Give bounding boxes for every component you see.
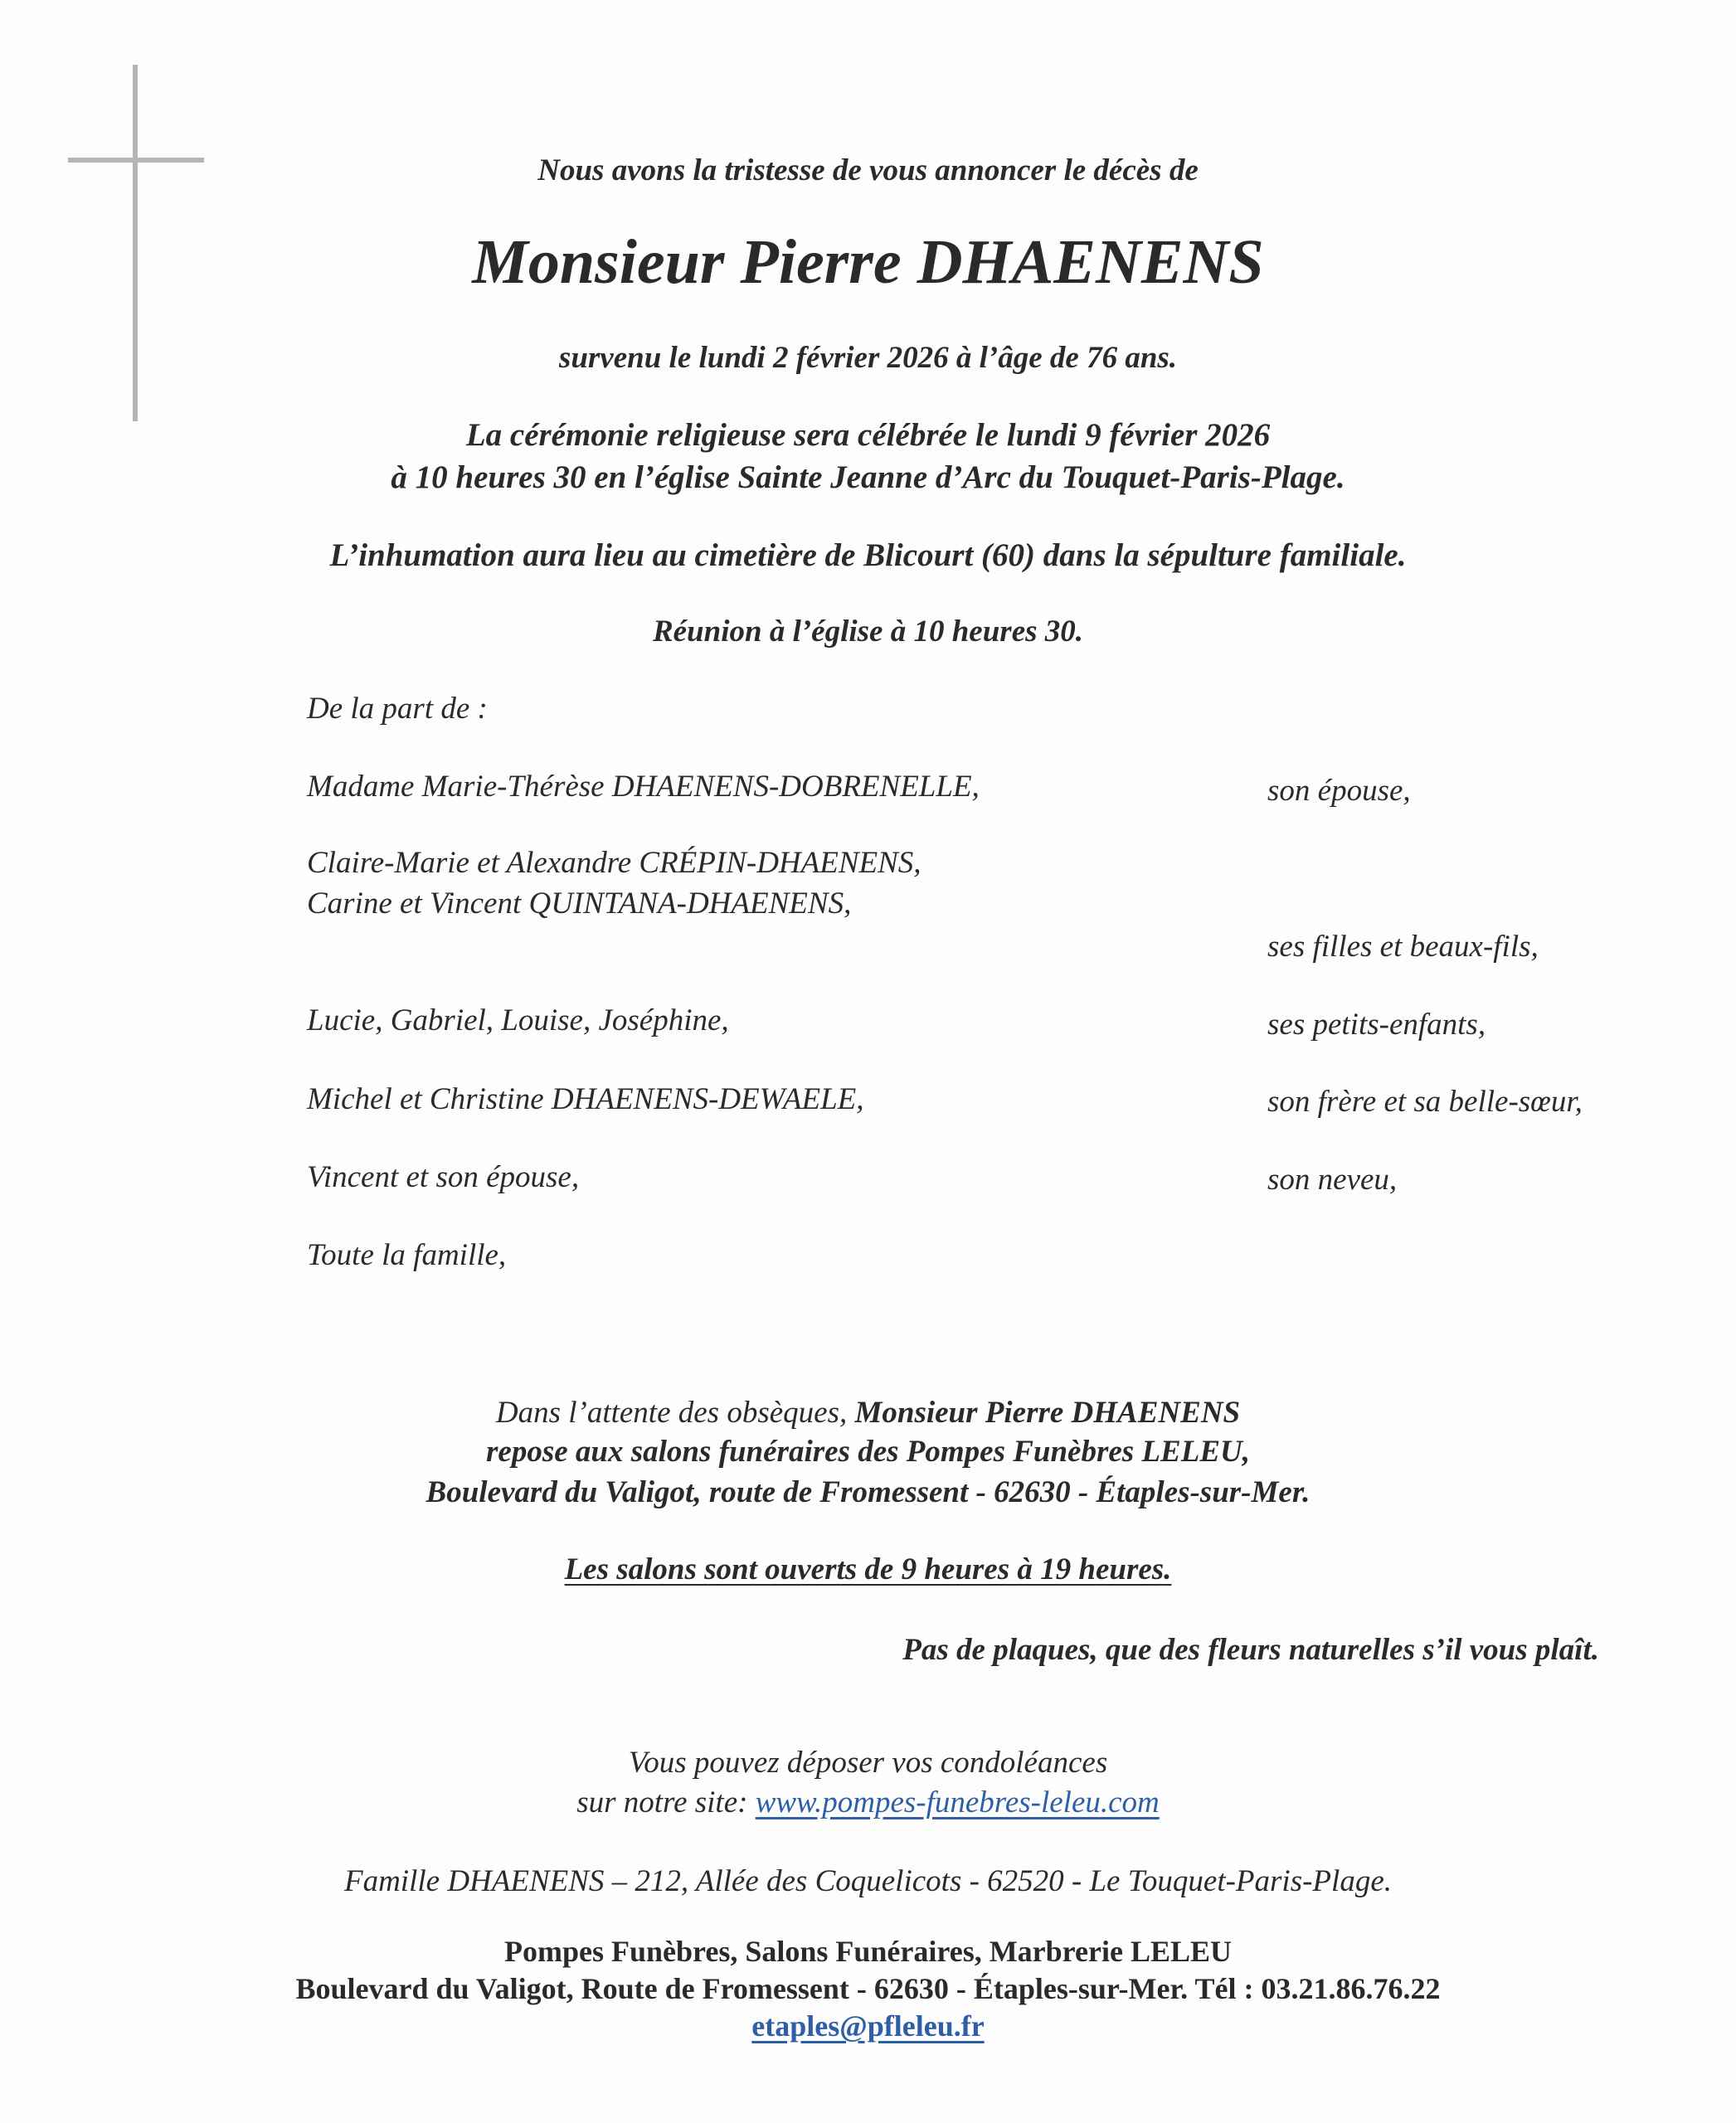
footer-company: Pompes Funèbres, Salons Funéraires, Marbrerie LELEU [504,1935,1232,1968]
viewing-line-1 [0,1397,1736,1428]
family-name-all: Toute la famille, [307,1238,507,1272]
family-name-grandchildren: Lucie, Gabriel, Louise, Joséphine, [307,1003,729,1037]
family-name-brother: Michel et Christine DHAENENS-DEWAELE, [307,1082,864,1116]
family-relation-brother: son frère et sa belle-sœur, [1267,1085,1583,1119]
family-relation-daughters: ses filles et beaux-fils, [1267,930,1539,964]
family-name-spouse: Madame Marie-Thérèse DHAENENS-DOBRENELLE, [307,770,980,804]
condolences-line-1: Vous pouvez déposer vos condoléances [628,1746,1108,1780]
viewing-line-3: Boulevard du Valigot, route de Fromessent - 62630 - Étaples-sur-Mer. [425,1475,1311,1509]
email-link[interactable]: etaples@pfleleu.fr [751,2009,985,2043]
deceased-name-title: Monsieur Pierre DHAENENS [472,227,1264,297]
salon-hours-text: Les salons sont ouverts de 9 heures à 19 heures. [564,1552,1172,1586]
website-link[interactable]: www.pompes-funebres-leleu.com [755,1785,1160,1819]
family-relation-spouse: son épouse, [1267,774,1411,808]
viewing-line-2: repose aux salons funéraires des Pompes Funèbres LELEU, [486,1435,1250,1469]
condolences-line-2 [0,1787,1736,1818]
family-heading: De la part de : [307,692,488,726]
ceremony-line-2: à 10 heures 30 en l’église Sainte Jeanne d’Arc du Touquet-Paris-Plage. [391,459,1345,495]
salon-hours [0,1554,1736,1585]
family-name-daughter-2: Carine et Vincent QUINTANA-DHAENENS, [307,887,852,921]
burial-text: L’inhumation aura lieu au cimetière de Blicourt (60) dans la sépulture familiale. [329,537,1407,573]
death-date-text: survenu le lundi 2 février 2026 à l’âge de 76 ans. [558,341,1178,375]
ceremony-line-1: La cérémonie religieuse sera célébrée le lundi 9 février 2026 [465,417,1271,453]
footer-email-line [0,2011,1736,2041]
family-name-daughter-1: Claire-Marie et Alexandre CRÉPIN-DHAENENS, [307,846,921,880]
meeting-text: Réunion à l’église à 10 heures 30. [652,615,1084,649]
viewing-prefix: Dans l’attente des obsèques, [495,1396,855,1430]
family-name-nephew: Vincent et son épouse, [307,1160,580,1194]
family-relation-grandchildren: ses petits-enfants, [1267,1008,1486,1042]
viewing-name: Monsieur Pierre DHAENENS [854,1396,1241,1430]
intro-text: Nous avons la tristesse de vous annoncer le décès de [537,153,1199,187]
family-address: Famille DHAENENS – 212, Allée des Coquelicots - 62520 - Le Touquet-Paris-Plage. [343,1864,1392,1898]
footer-address: Boulevard du Valigot, Route de Fromessent - 62630 - Étaples-sur-Mer. Tél : 03.21.86.76.22 [295,1972,1441,2005]
flowers-note: Pas de plaques, que des fleurs naturelles s’il vous plaît. [902,1633,1599,1667]
family-relation-nephew: son neveu, [1267,1163,1398,1197]
condolences-prefix: sur notre site: [576,1785,756,1819]
